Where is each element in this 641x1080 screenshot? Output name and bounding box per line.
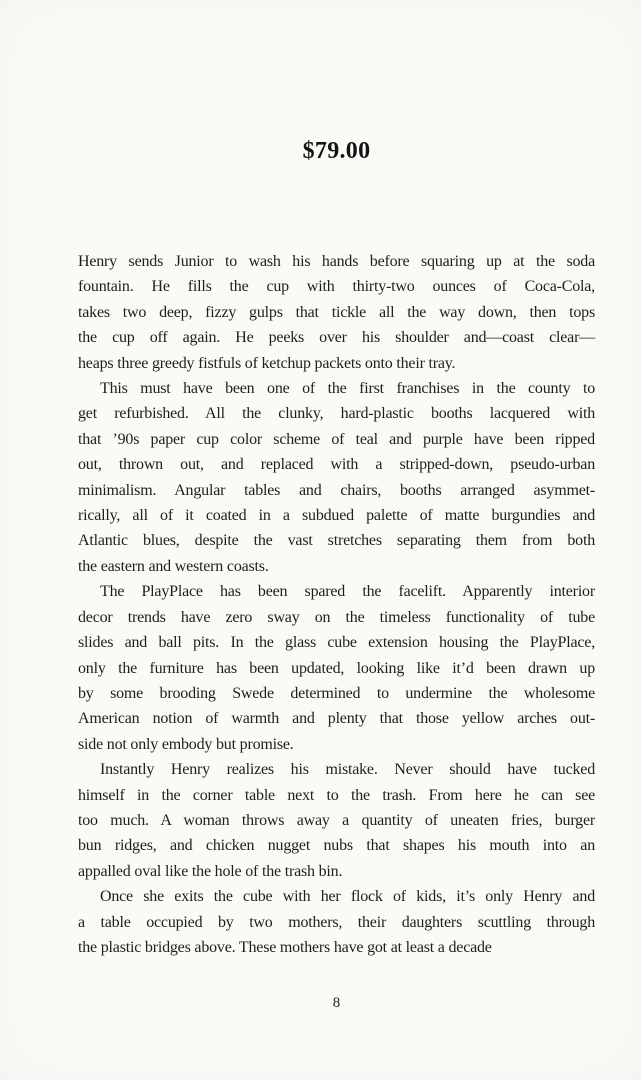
chapter-title: $79.00	[302, 138, 371, 164]
text-line: Henry sends Junior to wash his hands before squaring up at the soda	[78, 253, 595, 270]
paragraph	[78, 249, 595, 376]
text-line: a table occupied by two mothers, their daughters scuttling through	[78, 913, 595, 931]
text-line: the eastern and western coasts.	[78, 557, 269, 575]
text-line: bun ridges, and chicken nugget nubs that shapes his mouth into an	[78, 837, 595, 855]
text-line: side not only embody but promise.	[78, 735, 294, 753]
text-line: American notion of warmth and plenty that those yellow arches out-	[78, 710, 595, 728]
text-line: slides and ball pits. In the glass cube extension housing the PlayPlace,	[78, 634, 595, 652]
text-line: rically, all of it coated in a subdued palette of matte burgundies and	[78, 507, 595, 525]
text-line: Once she exits the cube with her flock of kids, it’s only Henry and	[100, 888, 595, 906]
text-line: get refurbished. All the clunky, hard-plastic booths lacquered with	[78, 405, 595, 423]
body-text	[78, 249, 595, 960]
text-line: that ’90s paper cup color scheme of teal and purple have been ripped	[78, 430, 595, 448]
text-line: The PlayPlace has been spared the facelift. Apparently interior	[100, 583, 595, 601]
text-line: the plastic bridges above. These mothers have got at least a decade	[78, 938, 492, 956]
text-line: Atlantic blues, despite the vast stretches separating them from both	[78, 532, 595, 550]
paragraph	[78, 884, 595, 960]
text-line: himself in the corner table next to the trash. From here he can see	[78, 786, 595, 804]
text-line: takes two deep, fizzy gulps that tickle all the way down, then tops	[78, 303, 595, 321]
text-line: appalled oval like the hole of the trash bin.	[78, 862, 343, 880]
text-line: the cup off again. He peeks over his shoulder and—coast clear—	[78, 329, 595, 347]
text-line: out, thrown out, and replaced with a stripped-down, pseudo-urban	[78, 456, 595, 474]
text-line: Instantly Henry realizes his mistake. Never should have tucked	[100, 761, 595, 779]
text-line: minimalism. Angular tables and chairs, booths arranged asymmet-	[78, 481, 595, 499]
page-number: 8	[332, 995, 341, 1011]
text-line: by some brooding Swede determined to undermine the wholesome	[78, 684, 595, 702]
paragraph	[78, 757, 595, 884]
text-line: only the furniture has been updated, looking like it’d been drawn up	[78, 659, 595, 677]
text-line: too much. A woman throws away a quantity of uneaten fries, burger	[78, 811, 595, 829]
paragraph	[78, 376, 595, 579]
text-line: decor trends have zero sway on the timeless functionality of tube	[78, 608, 595, 626]
text-line: heaps three greedy fistfuls of ketchup packets onto their tray.	[78, 354, 456, 372]
paragraph	[78, 579, 595, 757]
text-line: fountain. He fills the cup with thirty-two ounces of Coca-Cola,	[78, 278, 595, 296]
text-line: This must have been one of the first franchises in the county to	[100, 380, 595, 398]
